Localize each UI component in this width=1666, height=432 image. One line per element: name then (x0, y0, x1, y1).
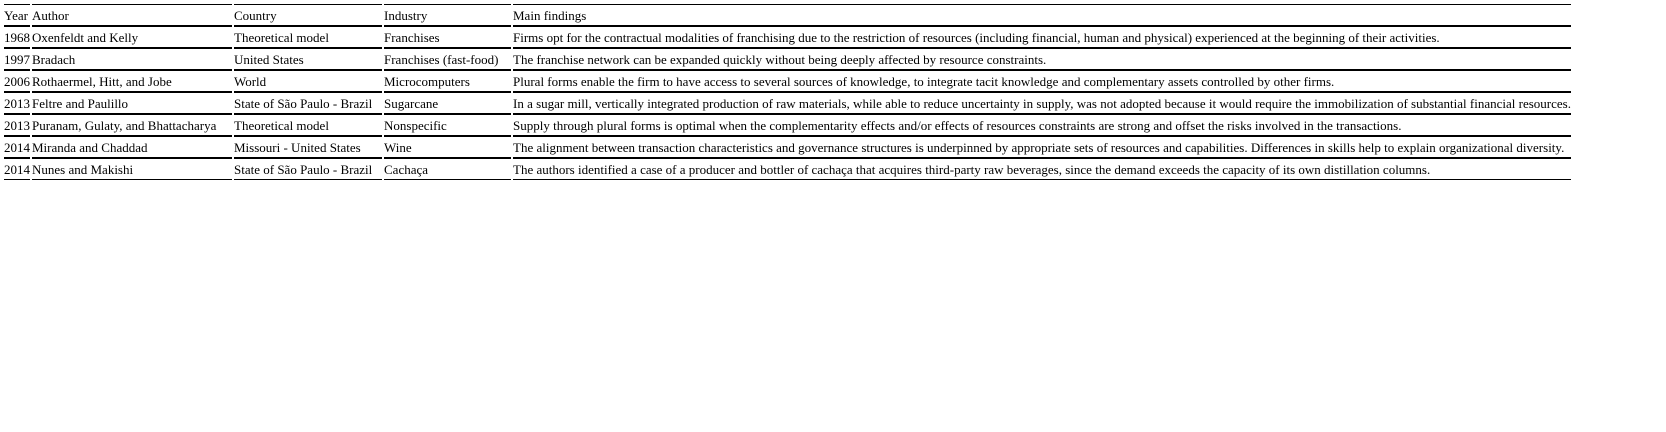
cell-industry: Franchises (384, 26, 511, 48)
cell-main-findings: Firms opt for the contractual modalities of franchising due to the restriction of resources (including financial, human and physical) experienced at the beginning of their activities. (513, 26, 1571, 48)
header-main-findings: Main findings (513, 4, 1571, 26)
cell-main-findings: The alignment between transaction characteristics and governance structures is underpinned by appropriate sets of resources and capabilities. Differences in skills help to explain organizational diversity. (513, 136, 1571, 158)
header-industry: Industry (384, 4, 511, 26)
table-row (4, 136, 1571, 158)
cell-main-findings: Plural forms enable the firm to have access to several sources of knowledge, to integrate tacit knowledge and complementary assets controlled by other firms. (513, 70, 1571, 92)
table-row (4, 158, 1571, 180)
table-body (4, 26, 1571, 180)
cell-year: 2014 (4, 158, 30, 180)
cell-author: Oxenfeldt and Kelly (32, 26, 232, 48)
header-row (4, 4, 1571, 26)
header-author: Author (32, 4, 232, 26)
table-row (4, 48, 1571, 70)
cell-year: 1997 (4, 48, 30, 70)
cell-author: Miranda and Chaddad (32, 136, 232, 158)
cell-main-findings: Supply through plural forms is optimal when the complementarity effects and/or effects of resources constraints are strong and offset the risks involved in the transactions. (513, 114, 1571, 136)
cell-main-findings: The authors identified a case of a producer and bottler of cachaça that acquires third-party raw beverages, since the demand exceeds the capacity of its own distillation columns. (513, 158, 1571, 180)
table-row (4, 114, 1571, 136)
cell-industry: Sugarcane (384, 92, 511, 114)
cell-country: Theoretical model (234, 26, 382, 48)
cell-industry: Microcomputers (384, 70, 511, 92)
cell-country: United States (234, 48, 382, 70)
cell-country: State of São Paulo - Brazil (234, 158, 382, 180)
header-country: Country (234, 4, 382, 26)
cell-industry: Franchises (fast-food) (384, 48, 511, 70)
cell-author: Puranam, Gulaty, and Bhattacharya (32, 114, 232, 136)
header-year: Year (4, 4, 30, 26)
cell-country: Theoretical model (234, 114, 382, 136)
table-row (4, 92, 1571, 114)
cell-year: 2006 (4, 70, 30, 92)
cell-main-findings: The franchise network can be expanded quickly without being deeply affected by resource constraints. (513, 48, 1571, 70)
cell-country: World (234, 70, 382, 92)
findings-table (2, 4, 1573, 180)
cell-year: 2014 (4, 136, 30, 158)
cell-industry: Nonspecific (384, 114, 511, 136)
cell-author: Nunes and Makishi (32, 158, 232, 180)
cell-author: Feltre and Paulillo (32, 92, 232, 114)
table-row (4, 26, 1571, 48)
cell-country: Missouri - United States (234, 136, 382, 158)
cell-author: Bradach (32, 48, 232, 70)
cell-country: State of São Paulo - Brazil (234, 92, 382, 114)
cell-industry: Wine (384, 136, 511, 158)
table-row (4, 70, 1571, 92)
cell-author: Rothaermel, Hitt, and Jobe (32, 70, 232, 92)
cell-main-findings: In a sugar mill, vertically integrated production of raw materials, while able to reduce uncertainty in supply, was not adopted because it would require the immobilization of substantial financial resources. (513, 92, 1571, 114)
cell-year: 1968 (4, 26, 30, 48)
cell-year: 2013 (4, 114, 30, 136)
cell-year: 2013 (4, 92, 30, 114)
cell-industry: Cachaça (384, 158, 511, 180)
table-header (4, 4, 1571, 26)
